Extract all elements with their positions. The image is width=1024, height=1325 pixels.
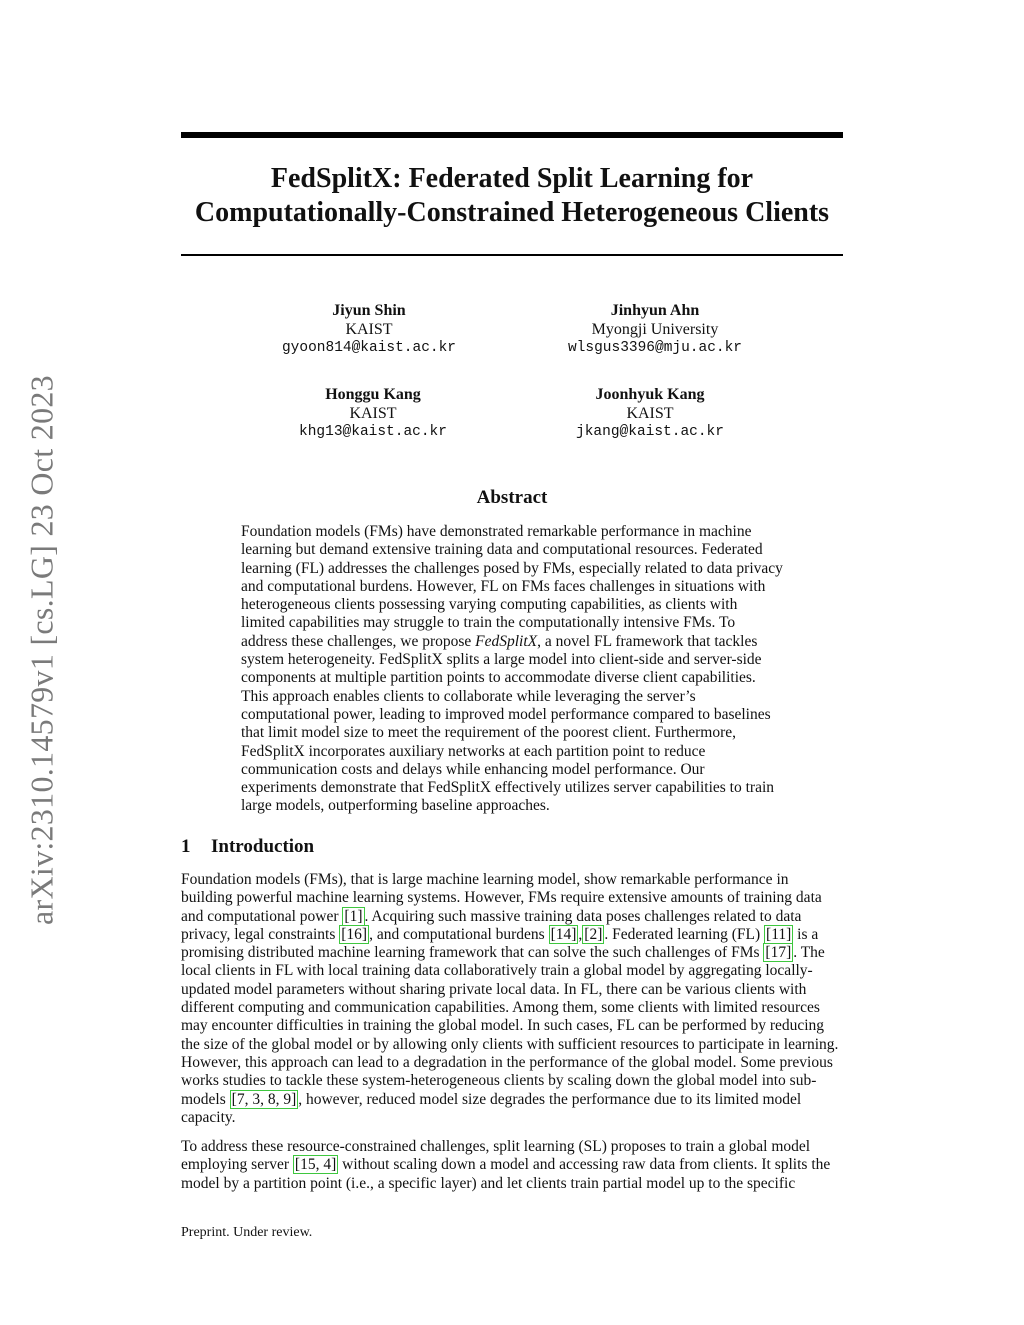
title-line-2: Computationally-Constrained Heterogeneous Clients xyxy=(194,197,830,228)
citation-link[interactable]: [14] xyxy=(550,925,577,943)
page-footer: Preprint. Under review. xyxy=(181,1225,313,1240)
citation-link[interactable]: [2] xyxy=(584,925,603,943)
title-rule-top xyxy=(181,132,843,138)
text-run: , and computational burdens xyxy=(369,925,549,943)
citation-link[interactable]: [1] xyxy=(344,907,363,925)
abstract-heading: Abstract xyxy=(476,487,548,508)
author-affiliation: Myongji University xyxy=(591,321,719,338)
citation-link[interactable]: [15, 4] xyxy=(294,1156,337,1174)
author-block xyxy=(243,385,503,442)
author-block xyxy=(239,301,499,358)
author-name: Jinhyun Ahn xyxy=(610,302,700,319)
citation-link[interactable]: [7, 3, 8, 9] xyxy=(231,1090,297,1108)
text-run: is a promising distributed machine learning framework that can solve the such challenges of FMs xyxy=(181,925,819,962)
abstract-emphasis: FedSplitX xyxy=(475,632,538,650)
author-email: khg13@kaist.ac.kr xyxy=(299,424,447,440)
author-name: Jiyun Shin xyxy=(332,302,406,319)
abstract-part-1: Foundation models (FMs) have demonstrated remarkable performance in machine learning but demand extensive training data and computational resources. Federated learning (FL) addresses the challenges posed by FMs, especially related to data privacy and computational burdens. However, FL on FMs faces challenges in situations with heterogeneous clients possessing varying computing capabilities, as clients with limited capabilities may struggle to train the computationally intensive FMs. To address these challenges, we propose xyxy=(241,523,783,650)
author-affiliation: KAIST xyxy=(626,405,674,422)
author-affiliation: KAIST xyxy=(349,405,397,422)
arxiv-stamp-text: arXiv:2310.14579v1 [cs.LG] 23 Oct 2023 xyxy=(23,375,60,925)
paper-title xyxy=(181,162,843,230)
author-email: gyoon814@kaist.ac.kr xyxy=(281,340,457,356)
author-block xyxy=(525,301,785,358)
text-run: without scaling down a model and accessing raw data from clients. It splits the model by a partition point (i.e., a specific layer) and let clients train partial model up to the specific xyxy=(181,1156,831,1192)
text-run: , xyxy=(578,925,583,943)
text-run: To address these resource-constrained challenges, split learning (SL) proposes to train a global model employing server xyxy=(181,1138,811,1174)
citation-link[interactable]: [16] xyxy=(341,925,368,943)
author-name: Joonhyuk Kang xyxy=(595,386,705,403)
title-rule-bottom xyxy=(181,254,843,256)
author-name: Honggu Kang xyxy=(325,386,421,403)
author-email: jkang@kaist.ac.kr xyxy=(576,424,724,440)
author-affiliation: KAIST xyxy=(345,321,393,338)
author-block xyxy=(520,385,780,442)
section-title: Introduction xyxy=(211,836,315,857)
abstract-text xyxy=(241,523,784,816)
text-run: , however, reduced model size degrades the performance due to its limited model capacity. xyxy=(181,1090,802,1126)
section-number: 1 xyxy=(181,836,191,857)
text-run: Foundation models (FMs), that is large machine learning model, show remarkable performance in building powerful machine learning systems. However, FMs require extensive amounts of training data and computational power xyxy=(181,871,822,925)
title-line-1: FedSplitX: Federated Split Learning for xyxy=(270,163,754,194)
abstract-part-2: , a novel FL framework that tackles system heterogeneity. FedSplitX splits a large model into client-side and server-side components at multiple partition points to accommodate diverse client capabilities. This approach enables clients to collaborate while leveraging the server’s computational power, leading to improved model performance compared to baselines that limit model size to meet the requirement of the poorest client. Furthermore, FedSplitX incorporates auxiliary networks at each partition point to reduce communication costs and delays while enhancing model performance. Our experiments demonstrate that FedSplitX effectively utilizes server capabilities to train large models, outperforming baseline approaches. xyxy=(241,632,775,815)
text-run: . The local clients in FL with local training data collaboratively train a global model by aggregating locally-updated model parameters without sharing private local data. In FL, there can be various clients with different computing and communication capabilities. Among them, some clients with limited resources may encounter difficulties in training the global model. In such cases, FL can be performed by reducing the size of the global model or by allowing only clients with sufficient resources to participate in learning. However, this approach can lead to a degradation in the performance of the global model. Some previous works studies to tackle these system-heterogeneous clients by scaling down the global model into sub-models xyxy=(181,944,839,1108)
author-email: wlsgus3396@mju.ac.kr xyxy=(567,340,743,356)
section-heading xyxy=(181,836,314,858)
citation-link[interactable]: [17] xyxy=(765,944,792,962)
citation-link[interactable]: [11] xyxy=(766,925,792,943)
intro-paragraph-1 xyxy=(181,871,843,1127)
intro-paragraph-2 xyxy=(181,1138,843,1193)
text-run: . Federated learning (FL) xyxy=(604,925,765,943)
text-run: . Acquiring such massive training data poses challenges related to data privacy, legal constraints xyxy=(181,907,802,943)
